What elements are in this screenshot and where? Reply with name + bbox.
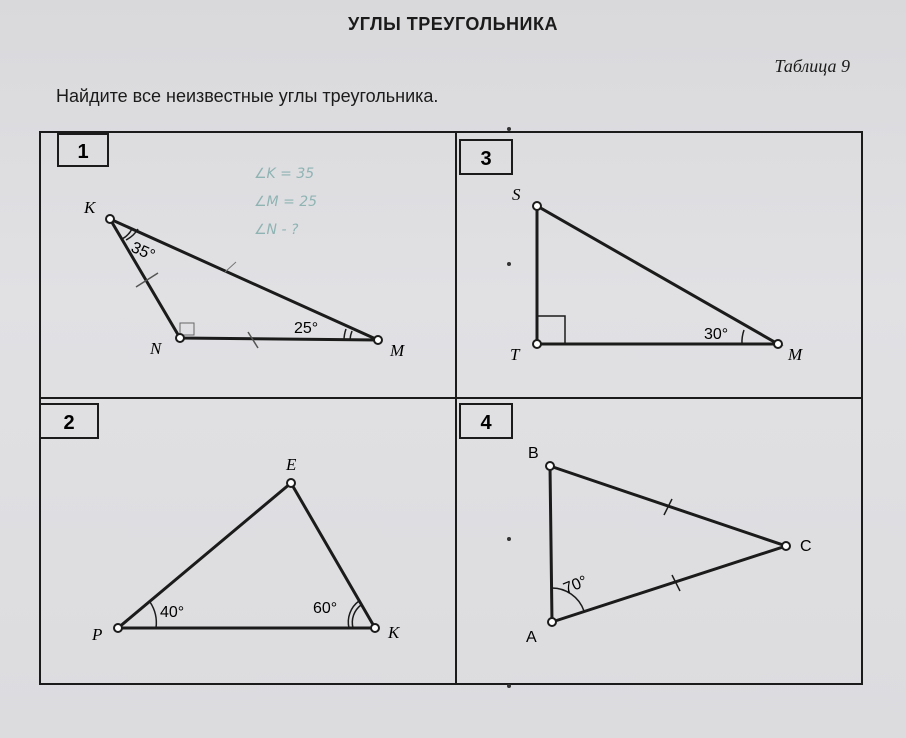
tick-mark <box>225 262 236 272</box>
vertex-label-s: S <box>512 185 521 204</box>
triangle-4-sides <box>550 466 786 622</box>
handwritten-note: ∠K = 35 <box>254 166 315 182</box>
cell-1-number: 1 <box>77 141 89 163</box>
cell-2-number-box <box>40 404 98 438</box>
vertex-label-n: N <box>150 339 162 358</box>
table-label: Таблица 9 <box>774 56 850 76</box>
vertex-dot <box>371 624 379 632</box>
vertex-dot <box>533 202 541 210</box>
vertex-dot <box>774 340 782 348</box>
angle-label-m: 25° <box>294 320 319 337</box>
vertex-dot <box>546 462 554 470</box>
angle-arc-p <box>150 602 156 628</box>
angle-label-m: 30° <box>704 326 729 343</box>
cell-4-number-box <box>460 404 512 438</box>
triangle-3 <box>510 185 803 364</box>
vertex-dot <box>106 215 114 223</box>
handwritten-note: ∠M = 25 <box>254 194 318 210</box>
stray-dot <box>507 684 511 688</box>
outer-border <box>40 132 862 684</box>
right-angle-mark <box>537 316 565 344</box>
vertex-label-m: M <box>390 341 405 360</box>
vertex-label-p: P <box>92 625 103 644</box>
instruction-text: Найдите все неизвестные углы треугольника. <box>56 86 439 106</box>
vertex-dot <box>176 334 184 342</box>
page-title: УГЛЫ ТРЕУГОЛЬНИКА <box>348 14 558 34</box>
stray-dot <box>507 262 511 266</box>
vertex-label-e: E <box>286 455 297 474</box>
angle-label-k: 60° <box>313 600 338 617</box>
grid-frame <box>40 132 862 684</box>
angle-arc-k <box>352 605 361 628</box>
triangle-1 <box>83 166 405 360</box>
vertex-label-a: A <box>526 629 537 646</box>
tick-mark <box>136 273 158 287</box>
cell-2-number: 2 <box>63 412 75 434</box>
triangle-4 <box>526 445 812 646</box>
angle-label-p: 40° <box>160 604 185 621</box>
cell-4-number: 4 <box>480 412 492 434</box>
vertex-dot <box>782 542 790 550</box>
vertex-dot <box>374 336 382 344</box>
angle-label-a: 70° <box>561 572 590 598</box>
vertex-label-b: B <box>528 445 539 462</box>
stray-dot <box>507 537 511 541</box>
triangle-1-sides <box>110 219 378 340</box>
angle-arc-m <box>742 330 744 344</box>
cell-3-number-box <box>460 140 512 174</box>
cell-1-number-box <box>58 134 108 166</box>
triangle-2 <box>91 455 401 644</box>
vertex-label-m: M <box>788 345 803 364</box>
vertex-label-k: K <box>84 198 96 217</box>
vertex-dot <box>533 340 541 348</box>
vertex-label-k: K <box>388 623 400 642</box>
stray-dot <box>507 127 511 131</box>
vertex-dot <box>548 618 556 626</box>
triangle-3-sides <box>537 206 778 344</box>
vertex-label-t: T <box>510 345 520 364</box>
vertex-label-c: C <box>800 538 812 555</box>
cell-3-number: 3 <box>480 148 492 170</box>
angle-label-k: 35° <box>128 239 158 265</box>
vertex-dot <box>287 479 295 487</box>
vertex-dot <box>114 624 122 632</box>
angle-mark-n <box>180 323 194 335</box>
handwritten-note: ∠N - ? <box>254 222 299 238</box>
